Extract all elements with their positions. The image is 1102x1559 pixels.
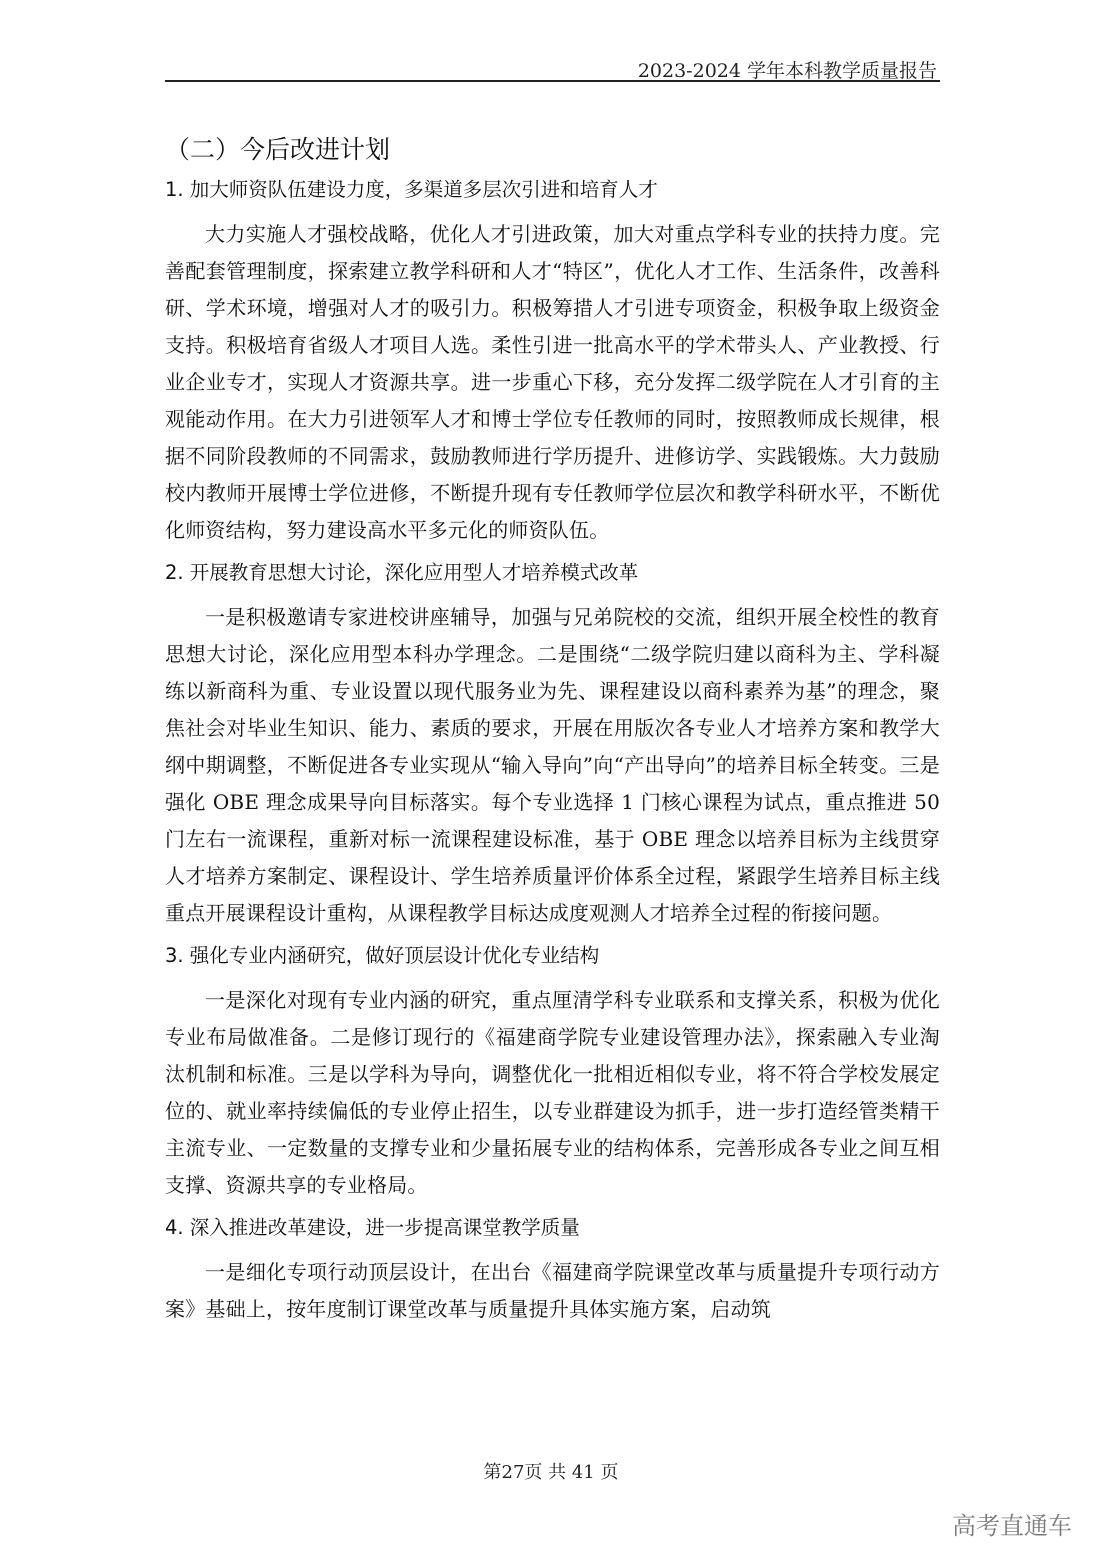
item-1-heading: 1. 加大师资队伍建设力度，多渠道多层次引进和培育人才 xyxy=(165,178,658,201)
watermark-text: 高考直通车 xyxy=(952,1512,1072,1540)
section-title: （二）今后改进计划 xyxy=(165,135,391,164)
item-4-heading: 4. 深入推进改革建设，进一步提高课堂教学质量 xyxy=(165,1216,580,1239)
item-2-heading: 2. 开展教育思想大讨论，深化应用型人才培养模式改革 xyxy=(165,561,639,584)
item-4-body: 一是细化专项行动顶层设计，在出台《福建商学院课堂改革与质量提升专项行动方案》基础上，按年度制订课堂改革与质量提升具体实施方案，启动筑 xyxy=(165,1260,940,1321)
report-header-title: 2023-2024 学年本科教学质量报告 xyxy=(637,60,937,82)
item-3-heading: 3. 强化专业内涵研究，做好顶层设计优化专业结构 xyxy=(165,944,600,967)
page-number-footer: 第27页 共 41 页 xyxy=(483,1462,619,1483)
header-divider xyxy=(165,80,940,82)
item-2-body: 一是积极邀请专家进校讲座辅导，加强与兄弟院校的交流，组织开展全校性的教育思想大讨论，深化应用型本科办学理念。二是围绕“二级学院归建以商科为主、学科凝练以新商科为重、专业设置以现代服务业为先、课程建设以商科素养为基”的理念，聚焦社会对毕业生知识、能力、素质的要求，开展在用版次各专业人才培养方案和教学大纲中期调整，不断促进各专业实现从“输入导向”向“产出导向”的培养目标全转变。三是强化 OBE 理念成果导向目标落实。每个专业选择 1 门核心课程为试点，重点推进 50 门左右一流课程，重新对标一流课程建设标准，基于 OBE 理念以培养目标为主线贯穿人才培养方案制定、课程设计、学生培养质量评价体系全过程，紧跟学生培养目标主线重点开展课程设计重构，从课程教学目标达成度观测人才培养全过程的衔接问题。 xyxy=(165,605,940,925)
item-1-body: 大力实施人才强校战略，优化人才引进政策，加大对重点学科专业的扶持力度。完善配套管理制度，探索建立教学科研和人才“特区”，优化人才工作、生活条件，改善科研、学术环境，增强对人才的吸引力。积极筹措人才引进专项资金，积极争取上级资金支持。积极培育省级人才项目人选。柔性引进一批高水平的学术带头人、产业教授、行业企业专才，实现人才资源共享。进一步重心下移，充分发挥二级学院在人才引育的主观能动作用。在大力引进领军人才和博士学位专任教师的同时，按照教师成长规律，根据不同阶段教师的不同需求，鼓励教师进行学历提升、进修访学、实践锻炼。大力鼓励校内教师开展博士学位进修，不断提升现有专任教师学位层次和教学科研水平，不断优化师资结构，努力建设高水平多元化的师资队伍。 xyxy=(165,222,940,542)
page-content xyxy=(165,130,940,1334)
item-3-body: 一是深化对现有专业内涵的研究，重点厘清学科专业联系和支撑关系，积极为优化专业布局做准备。二是修订现行的《福建商学院专业建设管理办法》，探索融入专业淘汰机制和标准。三是以学科为导向，调整优化一批相近相似专业，将不符合学校发展定位的、就业率持续偏低的专业停止招生，以专业群建设为抓手，进一步打造经管类精干主流专业、一定数量的支撑专业和少量拓展专业的结构体系，完善形成各专业之间互相支撑、资源共享的专业格局。 xyxy=(165,988,940,1197)
